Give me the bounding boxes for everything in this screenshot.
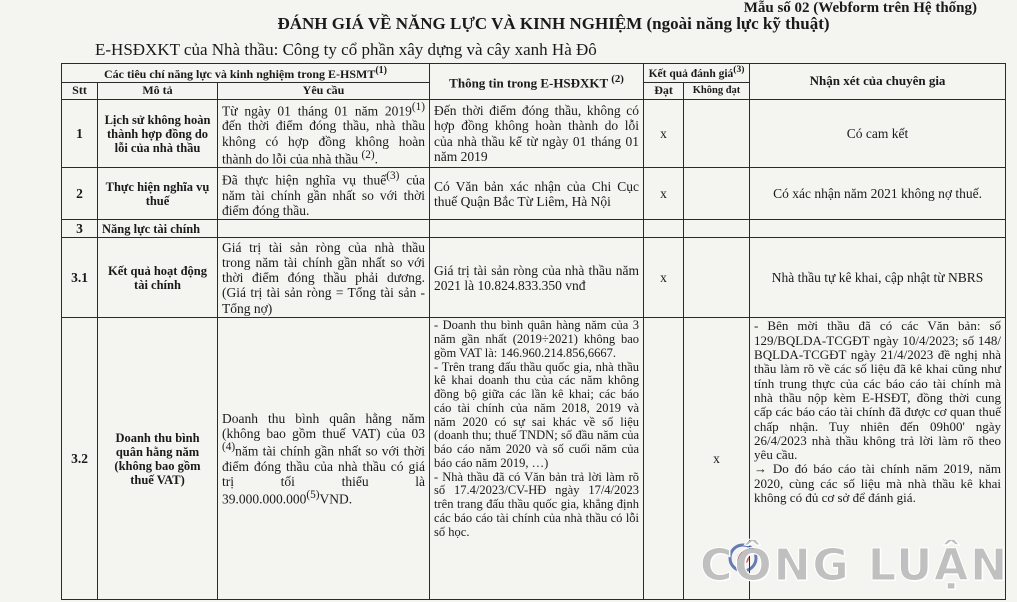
row-stt: 3 bbox=[62, 220, 98, 238]
req-text: năm tài chính gần nhất so với thời điểm đóng thầu của nhà thầu có giá trị tối thiểu là 39.000.000.000 bbox=[222, 443, 426, 507]
req-text: Doanh thu bình quân hằng năm (không bao gồm thuế VAT) của 03 bbox=[222, 411, 426, 442]
table-row bbox=[62, 99, 1006, 167]
pass-mark bbox=[644, 318, 684, 600]
row-desc: Lịch sử không hoàn thành hợp đồng do lỗi của nhà thầu bbox=[98, 99, 218, 167]
row-info: Giá trị tài sản ròng của nhà thầu năm 2021 là 10.824.833.350 vnđ bbox=[430, 238, 644, 318]
row-info: Đến thời điểm đóng thầu, không có hợp đồng không hoàn thành do lỗi của nhà thầu kể từ ngày 01 tháng 01 năm 2019 bbox=[430, 99, 644, 167]
pass-mark: x bbox=[644, 168, 684, 220]
pass-mark: x bbox=[644, 238, 684, 318]
bidder-line: E-HSĐXKT của Nhà thầu: Công ty cổ phần xây dựng và cây xanh Hà Đô bbox=[95, 40, 597, 59]
row-desc: Doanh thu bình quân hằng năm (không bao gồm thuế VAT) bbox=[98, 318, 218, 600]
row-stt: 2 bbox=[62, 168, 98, 220]
remark-paragraph: - Bên mời thầu đã có các Văn bản: số 129/BQLDA-TCGĐT ngày 10/4/2023; số 148/ BQLDA-TCGĐT ngày 21/4/2023 đề nghị nhà thầu làm rõ về các số liệu đã kê khai cũng như tính trung thực của các báo cáo tài chính mà nhà thầu nộp kèm E-HSĐT, đồng thời cung cấp các báo cáo tài chính đã được cơ quan thuế chấp nhận. Tuy nhiên đến 09h00' ngày 26/4/2023 nhà thầu không trả lời làm rõ theo yêu cầu. bbox=[754, 318, 1002, 463]
fail-mark bbox=[684, 238, 750, 318]
row-remark: Có xác nhận năm 2021 không nợ thuế. bbox=[750, 168, 1006, 220]
fail-mark bbox=[684, 99, 750, 167]
info-paragraph: - Doanh thu bình quân hàng năm của 3 năm gần nhất (2019÷2021) không bao gồm VAT là: 146.960.214.856,6667. bbox=[434, 318, 640, 360]
watermark-text: CÔNG LUẬN bbox=[700, 540, 1010, 591]
footnote-mark: (4) bbox=[222, 441, 236, 454]
document-title: ĐÁNH GIÁ VỀ NĂNG LỰC VÀ KINH NGHIỆM (ngoài năng lực kỹ thuật) bbox=[277, 14, 830, 33]
pass-mark: x bbox=[644, 99, 684, 167]
evaluation-table bbox=[61, 63, 1006, 600]
remark-header: Nhận xét của chuyên gia bbox=[750, 64, 1006, 100]
row-desc: Kết quả hoạt động tài chính bbox=[98, 238, 218, 318]
req-text: Đã thực hiện nghĩa vụ thuế bbox=[222, 172, 387, 188]
table-row bbox=[62, 220, 1006, 238]
pass-header: Đạt bbox=[644, 83, 684, 99]
info-paragraph: - Trên trang đấu thầu quốc gia, nhà thầu kê khai doanh thu của các năm không đồng bộ giữa các lần kê khai; các báo cáo tài chính của năm 2018, 2019 và năm 2020 có sự sai khác về số liệu (doanh thu; thuế TNDN; số đầu năm của báo cáo năm 2020 và số cuối năm của báo cáo năm 2019, …) bbox=[434, 359, 640, 470]
footnote-mark: (1) bbox=[411, 100, 426, 113]
row-remark: Nhà thầu tự kê khai, cập nhật từ NBRS bbox=[750, 238, 1006, 318]
req-header: Yêu cầu bbox=[218, 83, 430, 99]
row-info: Có Văn bản xác nhận của Chi Cục thuế Quận Bắc Từ Liêm, Hà Nội bbox=[430, 168, 644, 220]
fail-mark bbox=[684, 168, 750, 220]
header-row-1 bbox=[62, 64, 1006, 83]
row-desc: Thực hiện nghĩa vụ thuế bbox=[98, 168, 218, 220]
row-requirement: Giá trị tài sản ròng của nhà thầu trong năm tài chính gần nhất so với thời điểm đóng thầu phải dương. (Giá trị tài sản ròng = Tổng tài sản - Tổng nợ) bbox=[218, 238, 430, 318]
req-text: Từ ngày 01 tháng 01 năm 2019 bbox=[222, 103, 412, 119]
table-row bbox=[62, 238, 1006, 318]
footnote-mark: (5) bbox=[306, 489, 320, 502]
form-code: Mẫu số 02 (Webform trên Hệ thống) bbox=[743, 0, 977, 16]
req-text: đến thời điểm đóng thầu, nhà thầu không có hợp đồng không hoàn thành do lỗi của nhà thầu bbox=[222, 118, 426, 167]
footnote-mark: (3) bbox=[386, 169, 400, 182]
row-remark: Có cam kết bbox=[750, 99, 1006, 167]
footnote-mark: (3) bbox=[733, 64, 745, 76]
stt-header: Stt bbox=[62, 83, 98, 99]
row-stt: 1 bbox=[62, 99, 98, 167]
row-desc: Năng lực tài chính bbox=[98, 220, 218, 238]
footnote-mark: (1) bbox=[375, 65, 388, 76]
info-paragraph: - Nhà thầu đã có Văn bản trả lời làm rõ số 17.4/2023/CV-HĐ ngày 17/4/2023 trên trang đấu thầu quốc gia, khẳng định các báo cáo tài chính của nhà thầu có lỗi số học. bbox=[434, 469, 640, 539]
row-requirement bbox=[218, 99, 430, 167]
fail-mark: x bbox=[684, 318, 750, 600]
row-info bbox=[430, 318, 644, 600]
row-stt: 3.2 bbox=[62, 318, 98, 600]
result-header: Kết quả đánh giá bbox=[648, 68, 734, 81]
footnote-mark: (2) bbox=[361, 148, 375, 161]
req-text: VND. bbox=[319, 491, 353, 507]
remark-paragraph: → Do đó báo cáo tài chính năm 2019, năm 2020, cùng các số liệu mà nhà thầu kê khai không có đủ cơ sở để đánh giá. bbox=[754, 461, 1002, 505]
row-requirement bbox=[218, 168, 430, 220]
table-row bbox=[62, 168, 1006, 220]
row-stt: 3.1 bbox=[62, 238, 98, 318]
fail-header: Không đạt bbox=[684, 83, 750, 99]
criteria-group-header: Các tiêu chí năng lực và kinh nghiệm trong E-HSMT bbox=[104, 67, 376, 81]
req-text: của năm tài chính gần nhất so với thời điểm đóng thầu. bbox=[222, 172, 426, 218]
footnote-mark: (2) bbox=[611, 72, 624, 85]
row-requirement bbox=[218, 318, 430, 600]
desc-header: Mô tả bbox=[98, 83, 218, 99]
info-header: Thông tin trong E-HSĐXKT bbox=[449, 74, 608, 90]
req-text: . bbox=[374, 151, 378, 167]
